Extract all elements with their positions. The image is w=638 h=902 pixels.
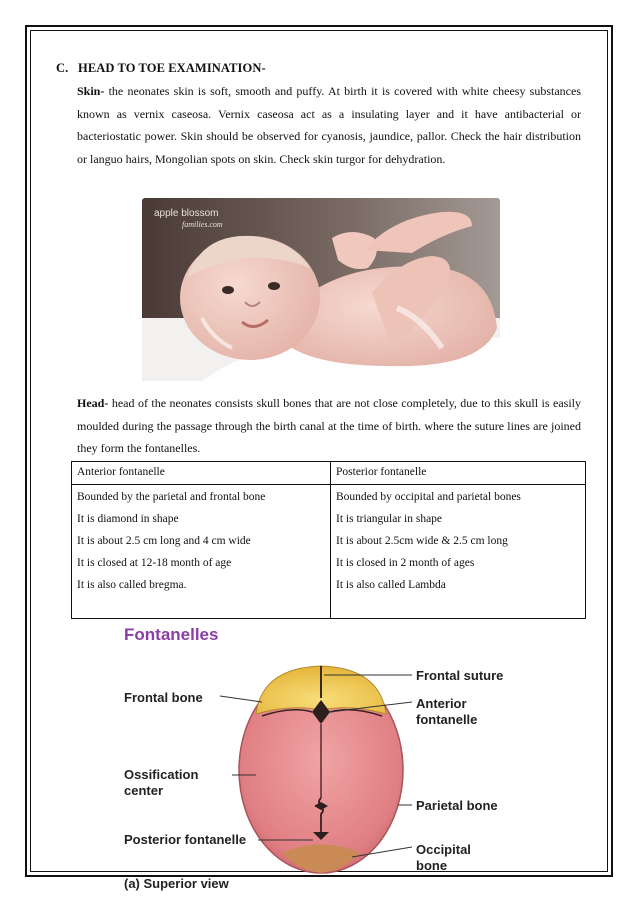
photo-watermark-sub: families.com [182,220,223,229]
section-title: HEAD TO TOE EXAMINATION- [78,61,266,75]
newborn-photo [142,198,500,381]
section-heading [56,61,266,76]
skin-lead: Skin- [77,84,105,98]
section-letter: C. [56,61,69,75]
head-lead: Head- [77,396,109,410]
table-header-row [72,462,586,485]
skin-paragraph [77,80,581,170]
label-frontal-suture: Frontal suture [416,668,504,683]
label-occipital-bone: bone [416,858,448,873]
posterior-item: It is triangular in shape [336,513,443,525]
posterior-item: It is also called Lambda [336,579,446,591]
header-anterior: Anterior fontanelle [72,462,331,485]
fontanelles-diagram [112,620,532,902]
label-ossification: Ossification [124,767,199,782]
posterior-item: It is about 2.5cm wide & 2.5 cm long [336,535,508,547]
skin-text: the neonates skin is soft, smooth and puffy. At birth it is covered with white cheesy substances known as vernix caseosa. Vernix caseosa act as a insulating layer and it have antibacterial or bacteriostatic power. Skin should be observed for cyanosis, jaundice, pallor. Check the hair distribution or languo hairs, Mongolian spots on skin. Check skin turgor for dehydration. [77,84,581,166]
anterior-item: It is about 2.5 cm long and 4 cm wide [77,535,251,547]
head-text: head of the neonates consists skull bones that are not close completely, due to this skull is easily moulded during the passage through the birth canal at the time of birth. where the suture lines are joined they form the fontanelles. [77,396,581,455]
label-ossification-center: center [124,783,164,798]
anterior-item: It is closed at 12-18 month of age [77,557,232,569]
anterior-item: It is diamond in shape [77,513,179,525]
skull-superior-view [112,620,532,902]
newborn-photo-illustration [142,198,500,381]
label-occipital: Occipital [416,842,471,857]
posterior-cell [331,485,586,619]
posterior-item: It is closed in 2 month of ages [336,557,475,569]
label-frontal-bone: Frontal bone [124,690,203,705]
diagram-title: Fontanelles [124,625,219,644]
posterior-item: Bounded by occipital and parietal bones [336,491,521,503]
anterior-cell [72,485,331,619]
head-paragraph [77,392,581,460]
diagram-caption: (a) Superior view [124,876,229,891]
photo-watermark: apple blossom [154,208,219,219]
occipital-bone-shape [282,845,360,874]
label-anterior-fontanelle: fontanelle [416,712,478,727]
label-parietal-bone: Parietal bone [416,798,498,813]
fontanelle-table [71,461,586,619]
anterior-item: It is also called bregma. [77,579,187,591]
anterior-item: Bounded by the parietal and frontal bone [77,491,266,503]
table-row [72,485,586,619]
header-posterior: Posterior fontanelle [331,462,586,485]
label-posterior-fontanelle: Posterior fontanelle [124,832,247,847]
label-anterior: Anterior [416,696,467,711]
